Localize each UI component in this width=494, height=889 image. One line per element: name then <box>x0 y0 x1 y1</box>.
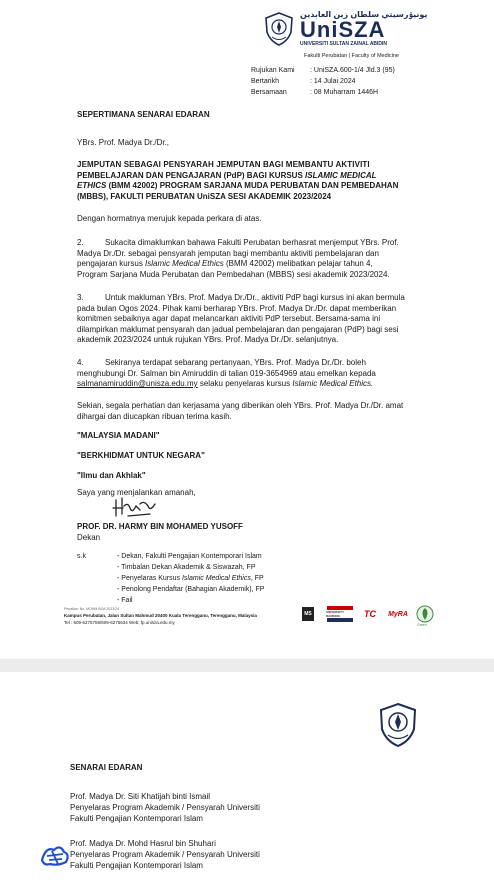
slogan-malaysia-madani: "MALAYSIA MADANI" <box>77 431 160 440</box>
subject-line: JEMPUTAN SEBAGAI PENSYARAH JEMPUTAN BAGI MEMBANTU AKTIVITI <box>77 160 370 169</box>
recipient-name: Prof. Madya Dr. Siti Khatijah binti Ismail <box>70 792 211 801</box>
subject-line: (MBBS), FAKULTI PERUBATAN UniSZA SESI AKADEMIK 2023/2024 <box>77 191 332 201</box>
slogan-berkhidmat: "BERKHIDMAT UNTUK NEGARA" <box>77 451 205 460</box>
addressee: SEPERTIMANA SENARAI EDARAN <box>77 110 210 119</box>
ref-label-bertarikh: Bertarikh <box>251 78 280 85</box>
subject <box>77 160 417 202</box>
closing-paragraph: Sekian, segala perhatian dan kerjasama yang diberikan oleh YBrs. Prof. Madya Dr./Dr. amat dihargai dan diucapkan ribuan terima kasih. <box>77 401 404 421</box>
signature-image <box>110 492 160 522</box>
cc-item: - Penyelaras Kursus Islamic Medical Ethics, FP <box>117 575 264 582</box>
paragraph-4-number: 4. <box>77 358 84 367</box>
unisza-crest-icon <box>264 12 294 46</box>
ref-value-bersamaan: : 08 Muharram 1446H <box>310 89 379 96</box>
letter-page-2 <box>0 672 494 889</box>
cc-item: - Fail <box>117 597 133 604</box>
university-jawi-name: يونيۏرسيتي سلطان زين العابدين <box>300 10 428 19</box>
footer-disclaimer: Penafian: No. MOHM BOA 2023/24 <box>64 607 120 611</box>
footer-contact: Tel : 609-6275759/609-6275634 Web: fp.unisza.edu.my <box>64 620 175 625</box>
cc-item: - Timbalan Dekan Akademik & Siswazah, FP <box>117 564 256 571</box>
ref-value-bertarikh: : 14 Julai 2024 <box>310 78 356 85</box>
unisza-crest-icon <box>378 702 418 748</box>
email-link[interactable]: salmanamiruddin@unisza.edu.my <box>77 379 198 388</box>
signatory-position: Dekan <box>77 533 101 542</box>
salutation: YBrs. Prof. Madya Dr./Dr., <box>77 138 170 147</box>
paragraph-3-number: 3. <box>77 293 84 302</box>
signatory-name: PROF. DR. HARMY BIN MOHAMED YUSOFF <box>77 522 243 531</box>
paragraph-4: Sekiranya terdapat sebarang pertanyaan, YBrs. Prof. Madya Dr./Dr. boleh menghubungi Dr. Salman bin Amiruddin di talian 019-3654969 atau emelkan kepada salmanamiruddin@unisza.edu.my selaku penyelaras kursus Islamic Medical Ethics. <box>77 358 376 388</box>
recipient-name: Prof. Madya Dr. Mohd Hasrul bin Shuhari <box>70 839 216 848</box>
brand-name: UniSZA <box>300 17 386 42</box>
recipient-faculty: Fakulti Pengajian Kontemporari Islam <box>70 861 203 870</box>
faculty-name: Fakulti Perubatan | Faculty of Medicine <box>304 53 399 59</box>
myra-logo-icon: MyRA <box>388 610 408 618</box>
paragraph-2: Sukacita dimaklumkan bahawa Fakulti Perubatan berhasrat menjemput YBrs. Prof. Madya Dr./Dr. sebagai pensyarah jemputan bagi membantu aktiviti pembelajaran dan pengajaran kursus Islamic Medical Ethics (BMM 42002) melibatkan pelajar tahun 4, Program Sarjana Muda Perubatan dan Pembedahan (MBBS) sesi akademik 2023/2024. <box>77 238 399 279</box>
ranking-logo-icon: UNIVERSITY RANKING <box>326 605 354 623</box>
distribution-title: SENARAI EDARAN <box>70 763 143 772</box>
sign-intro: Saya yang menjalankan amanah, <box>77 488 196 497</box>
paragraph-3: Untuk makluman YBrs. Prof. Madya Dr./Dr., aktiviti PdP bagi kursus ini akan bermula pada bulan Ogos 2024. Pihak kami berharap YBrs. Prof. Madya Dr./Dr. dapat memberikan komitmen sebaiknya agar dapat melancarkan aktiviti PdP tersebut. Bersama-sama ini dilampirkan maklumat pensyarah dan jadual pembelajaran dan pengajaran (PdP) bagi sesi akademik 2023/2024 untuk rujukan YBrs. Prof. Madya Dr./Dr. selanjutnya. <box>77 293 405 344</box>
recipient-faculty: Fakulti Pengajian Kontemporari Islam <box>70 814 203 823</box>
ref-value-rujukan: : UniSZA.600-1/4 Jld.3 (95) <box>310 67 395 74</box>
university-name: UNIVERSITI SULTAN ZAINAL ABIDIN <box>300 41 388 47</box>
green-campus-icon <box>414 603 436 625</box>
recipient-role: Penyelaras Program Akademik / Pensyarah Universiti <box>70 850 260 859</box>
tc-logo-icon: TC <box>364 609 376 619</box>
cc-item: - Penolong Pendaftar (Bahagian Akademik), FP <box>117 586 265 593</box>
recipient-role: Penyelaras Program Akademik / Pensyarah Universiti <box>70 803 260 812</box>
subject-line: PEMBELAJARAN DAN PENGAJARAN (PdP) BAGI KURSUS ISLAMIC MEDICAL <box>77 170 377 180</box>
greeting: Dengan hormatnya merujuk kepada perkara di atas. <box>77 214 262 223</box>
paragraph-2-number: 2. <box>77 238 84 247</box>
footer-address: Kampus Perubatan, Jalan Sultan Mahmud 20400 Kuala Terengganu, Terengganu, Malaysia <box>64 613 257 618</box>
ref-label-bersamaan: Bersamaan <box>251 89 287 96</box>
ms-cert-icon: MS <box>296 605 320 623</box>
page-separator <box>0 660 494 672</box>
subject-line: ETHICS (BMM 42002) PROGRAM SARJANA MUDA PERUBATAN DAN PEMBEDAHAN <box>77 181 399 190</box>
cc-label: s.k <box>77 553 86 560</box>
cc-item: - Dekan, Fakulti Pengajian Kontemporari Islam <box>117 553 262 560</box>
slogan-ilmu-akhlak: "Ilmu dan Akhlak" <box>77 471 146 480</box>
green-campus-label: Green <box>417 623 427 627</box>
ref-label-rujukan: Rujukan Kami <box>251 67 295 74</box>
blue-stamp-mark <box>38 840 72 868</box>
